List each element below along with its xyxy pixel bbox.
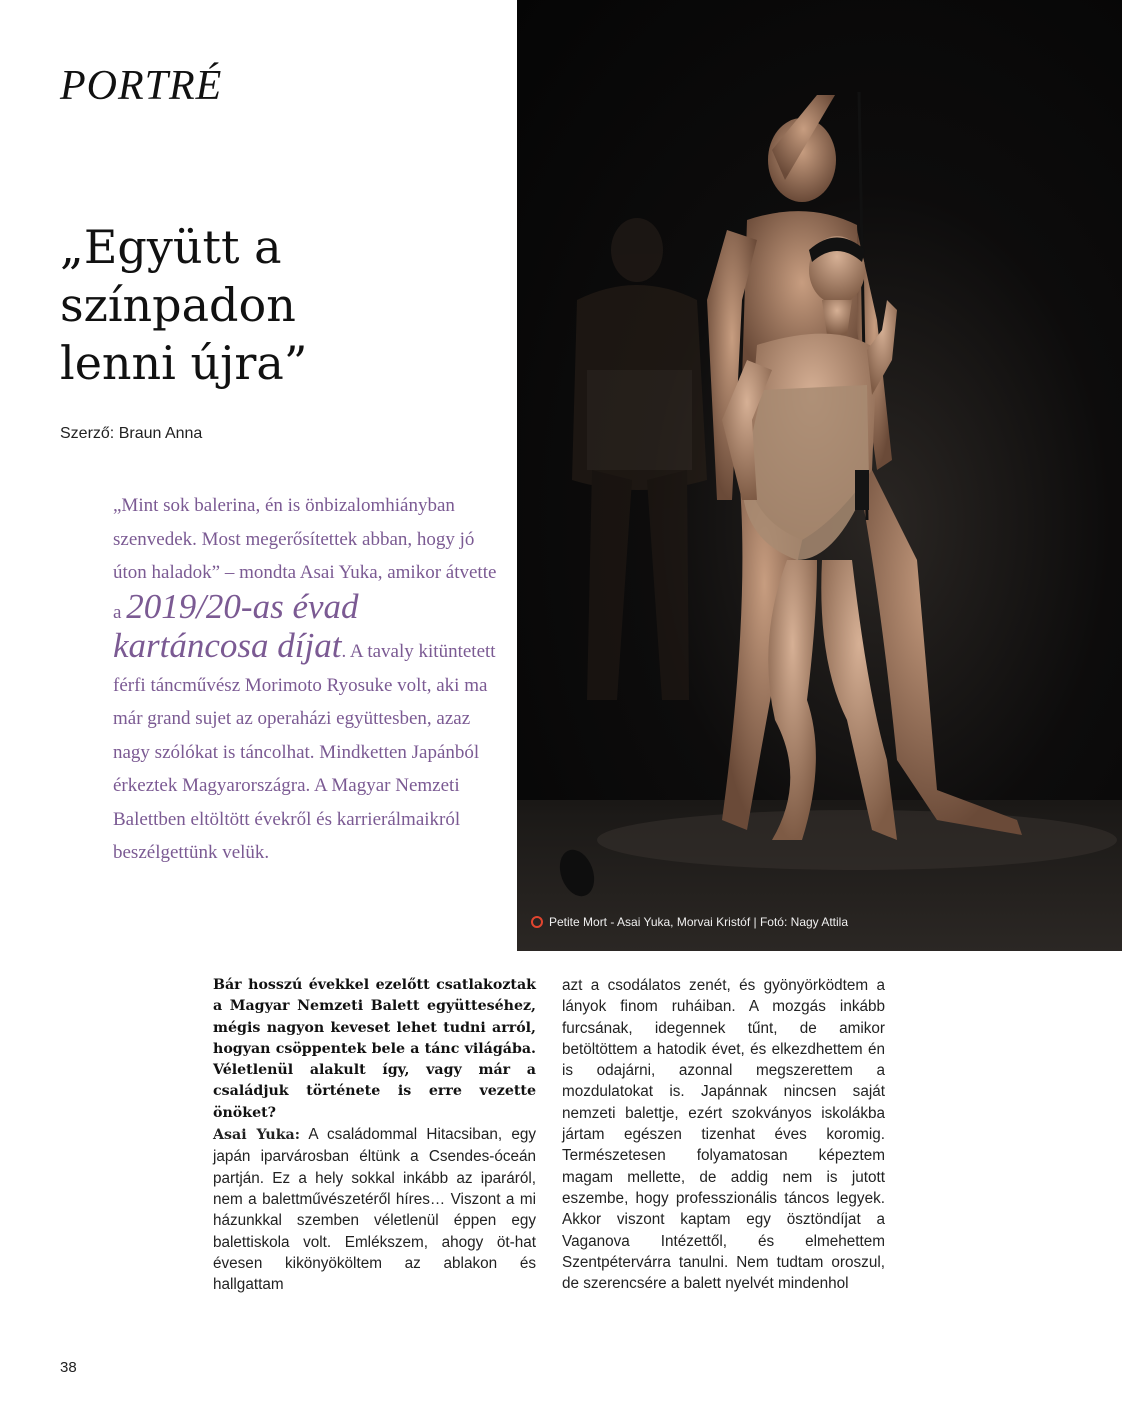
lead-highlight: 2019/20-as évad kartáncosa díjat: [113, 586, 359, 665]
interview-question: Bár hosszú évekkel ezelőtt csatlakoztak a Magyar Nemzeti Balett együtteséhez, mégis nagyon keveset lehet tudni arról, hogyan csöppentek bele a tánc világába. Véletlenül alakult így, vagy már a családjuk története is erre vezette önöket?: [213, 977, 536, 1121]
answer-continuation: azt a csodálatos zenét, és gyönyörködtem a lányok finom ruháiban. A mozgás inkább furcsának, idegennek tűnt, de amikor betöltöttem a hatodik évet, és elkezdhettem én is odajárni, azonnal megszerettem a mozdulatokat is. Japánnak nincsen saját nemzeti balettje, ezért szokványos iskolákba jártam egészen tizenhat éves koromig. Természetesen folyamatosan képeztem magam mellette, de addig nem is jutott eszembe, hogy professzionális táncos legyek. Akkor viszont kaptam egy ösztöndíjat a Vaganova Intézettől, és elmehettem Szentpétervárra tanulni. Nem tudtam oroszul, de szerencsére a balett nyelvét mindenhol: [562, 977, 885, 1293]
article-title: [60, 218, 480, 392]
ring-icon: [531, 916, 543, 928]
caption-text: Petite Mort - Asai Yuka, Morvai Kristóf | Fotó: Nagy Attila: [549, 915, 849, 929]
title-line: színpadon: [60, 278, 296, 332]
ballet-photo: [517, 0, 1122, 951]
title-line: „Együtt a: [60, 220, 282, 274]
shadow-dancer: [572, 218, 707, 700]
author-byline: Szerző: Braun Anna: [60, 425, 203, 442]
lead-text: „Mint sok balerina, én is önbizalomhiányban szenvedek. Most megerősítettek abban, hogy jó úton haladok” – mondta Asai Yuka, amikor átvette a: [113, 495, 497, 623]
page-number: 38: [60, 1359, 77, 1376]
answer-text: A családommal Hitacsiban, egy japán iparvárosban éltünk a Csendes-óceán partján. Ez a hely sokkal inkább az iparáról, nem a balettművészetéről híres… Viszont a mi házunkkal szemben véletlenül éppen egy balettiskola volt. Emlékszem, ahogy öt-hat évesen kikönyököltem az ablakon és hallgattam: [213, 1126, 536, 1294]
speaker-label: Asai Yuka:: [213, 1127, 300, 1144]
section-label: PORTRÉ: [60, 63, 223, 109]
interview-answer: [213, 1124, 536, 1295]
lead-paragraph: [113, 489, 508, 870]
body-column-left: [213, 975, 536, 1295]
photo-caption: [531, 915, 848, 929]
lead-text-end: . A tavaly kitüntetett férfi táncművész Morimoto Ryosuke volt, aki ma már grand sujet az operaházi együttesben, azaz nagy szólókat is táncolhat. Mindketten Japánból érkeztek Magyarországra. A Magyar Nemzeti Balettben eltöltött évekről és karrierálmaikról beszélgettünk velük.: [113, 641, 496, 863]
title-line: lenni újra”: [60, 336, 308, 390]
dancers-illustration: [517, 0, 1122, 951]
body-column-right: [562, 975, 885, 1294]
